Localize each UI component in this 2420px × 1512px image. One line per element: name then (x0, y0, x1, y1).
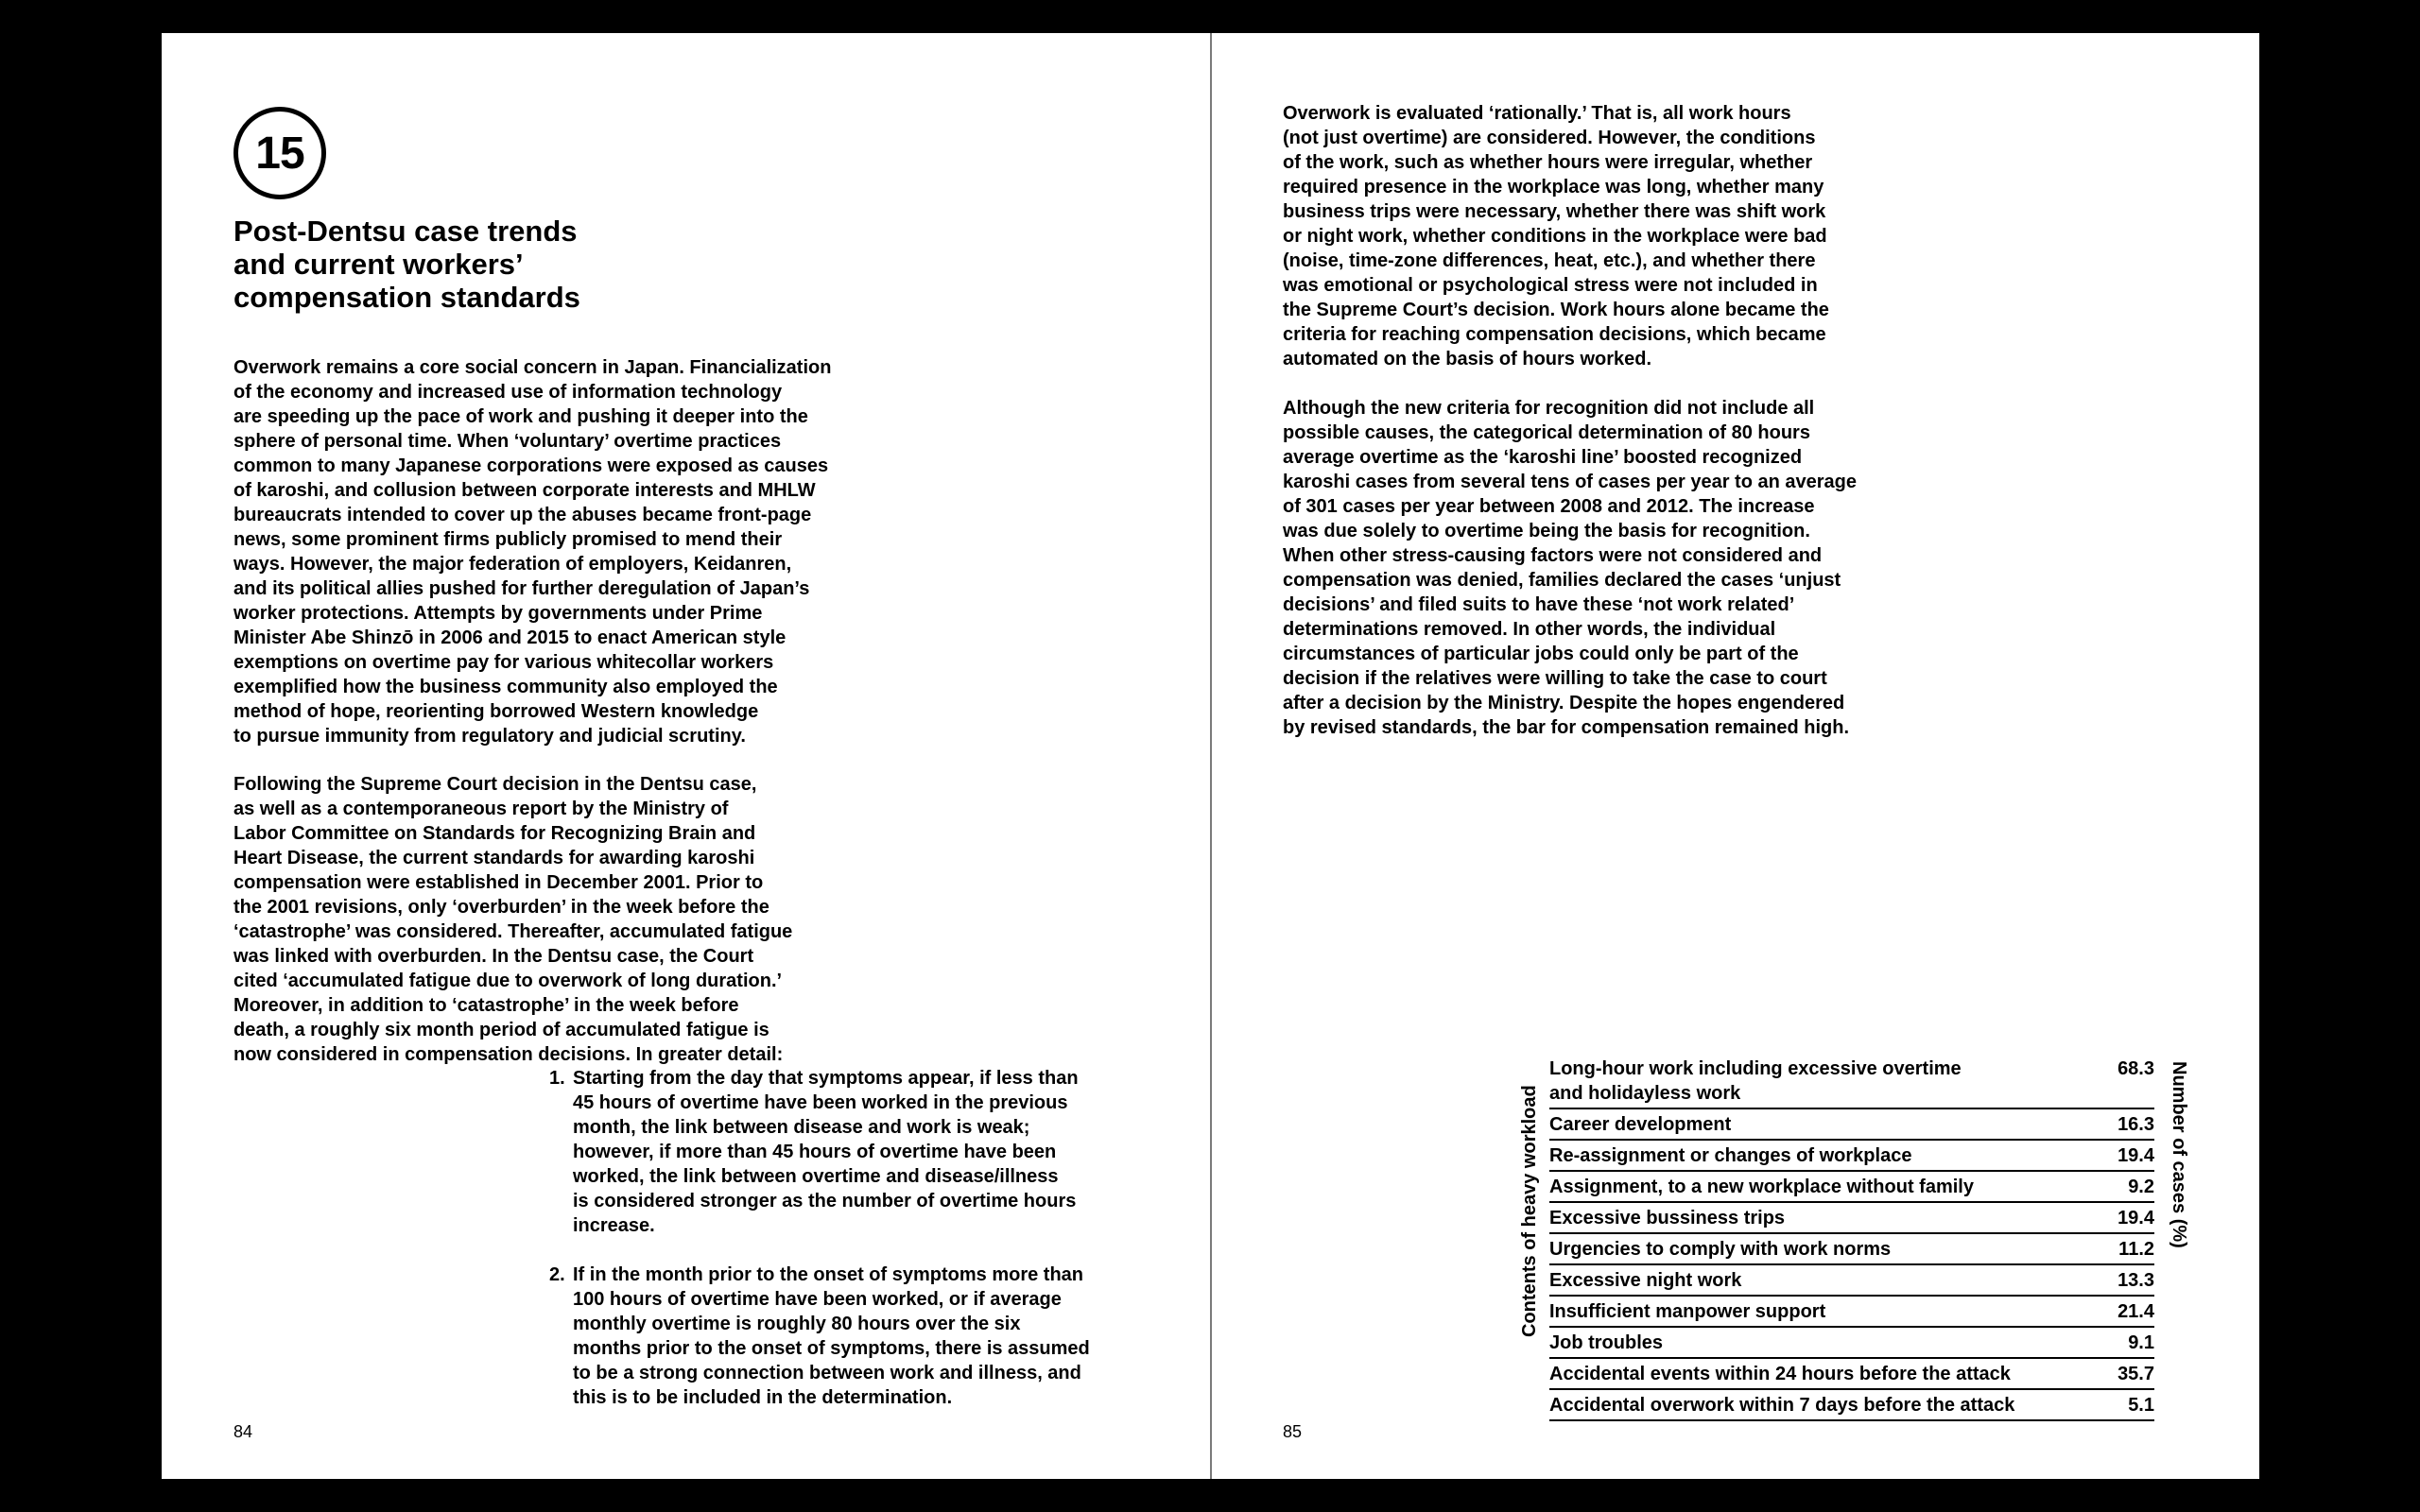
row-value: 35.7 (2118, 1364, 2154, 1384)
row-label: Career development (1549, 1114, 1732, 1135)
row-label: Excessive bussiness trips (1549, 1208, 1786, 1228)
row-value: 5.1 (2128, 1395, 2154, 1416)
row-label: Assignment, to a new workplace without family (1549, 1177, 1974, 1197)
list-item-number: 2. (549, 1264, 565, 1285)
row-label: Insufficient manpower support (1549, 1301, 1826, 1322)
table-row (1549, 1141, 2154, 1172)
table-row (1549, 1390, 2154, 1421)
chapter-number: 15 (255, 128, 304, 179)
row-value: 9.1 (2128, 1332, 2154, 1353)
book-spread (162, 33, 2259, 1479)
table-axis-label-right: Number of cases (%) (2169, 1061, 2189, 1248)
table-row (1549, 1359, 2154, 1390)
row-label: Job troubles (1549, 1332, 1664, 1353)
chapter-title: Post-Dentsu case trends and current workers’ compensation standards (233, 215, 580, 314)
row-label: Accidental overwork within 7 days before the attack (1549, 1395, 2015, 1416)
table-row (1549, 1328, 2154, 1359)
row-value: 9.2 (2128, 1177, 2154, 1197)
workload-table (1549, 1054, 2154, 1421)
table-row (1549, 1297, 2154, 1328)
row-value: 19.4 (2118, 1208, 2154, 1228)
list-item-2 (549, 1263, 1154, 1408)
row-label: Long-hour work including excessive overtime and holidayless work (1549, 1058, 1962, 1104)
left-paragraph-2: Following the Supreme Court decision in the Dentsu case, as well as a contemporaneous report by the Ministry of Labor Committee on Standards for Recognizing Brain and Heart Disease, the current standards for awarding karoshi compensation were established in December 2001. Prior to the 2001 revisions, only ‘overburden’ in the week before the ‘catastrophe’ was considered. Thereafter, accumulated fatigue was linked with overburden. In the Dentsu case, the Court cited ‘accumulated fatigue due to overwork of long duration.’ Moreover, in addition to ‘catastrophe’ in the week before death, a roughly six month period of accumulated fatigue is now considered in compensation decisions. In greater detail: (233, 774, 793, 1065)
row-value: 68.3 (2118, 1058, 2154, 1079)
table-axis-label-left: Contents of heavy workload (1519, 1085, 1540, 1337)
page-number-left: 84 (233, 1422, 253, 1441)
table-row (1549, 1054, 2154, 1109)
right-paragraph-2: Although the new criteria for recognition did not include all possible causes, the categorical determination of 80 hours average overtime as the ‘karoshi line’ boosted recognized karoshi cases from several tens of cases per year to an average of 301 cases per year between 2008 and 2012. The increase was due solely to overtime being the basis for recognition. When other stress-causing factors were not considered and compensation was denied, families declared the cases ‘unjust decisions’ and filed suits to have these ‘not work related’ determinations removed. In other words, the individual circumstances of particular jobs could only be part of the decision if the relatives were willing to take the case to court after a decision by the Ministry. Despite the hopes engendered by revised standards, the bar for compensation remained high. (1283, 398, 1858, 738)
row-label: Excessive night work (1549, 1270, 1742, 1291)
table-row (1549, 1203, 2154, 1234)
row-value: 19.4 (2118, 1145, 2154, 1166)
table-row (1549, 1109, 2154, 1141)
list-item-text: If in the month prior to the onset of symptoms more than 100 hours of overtime have been worked, or if average monthly overtime is roughly 80 hours over the six months prior to the onset of symptoms, there is assumed to be a strong connection between work and illness, and this is to be included in the determination. (573, 1264, 1090, 1408)
chapter-number-badge (233, 107, 326, 199)
table-row (1549, 1234, 2154, 1265)
row-value: 11.2 (2118, 1239, 2154, 1260)
row-label: Urgencies to comply with work norms (1549, 1239, 1892, 1260)
right-paragraph-1: Overwork is evaluated ‘rationally.’ That is, all work hours (not just overtime) are considered. However, the conditions of the work, such as whether hours were irregular, whether required presence in the workplace was long, whether many business trips were necessary, whether there was shift work or night work, whether conditions in the workplace were bad (noise, time-zone differences, heat, etc.), and whether there was emotional or psychological stress were not included in the Supreme Court’s decision. Work hours alone became the criteria for reaching compensation decisions, which became automated on the basis of hours worked. (1283, 103, 1829, 369)
row-value: 16.3 (2118, 1114, 2154, 1135)
list-item-1 (549, 1066, 1154, 1236)
table-row (1549, 1172, 2154, 1203)
page-gutter (1210, 33, 1212, 1479)
table-row (1549, 1265, 2154, 1297)
page-number-right: 85 (1283, 1422, 1303, 1441)
list-item-text: Starting from the day that symptoms appear, if less than 45 hours of overtime have been worked in the previous month, the link between disease and work is weak; however, if more than 45 hours of overtime have been worked, the link between overtime and disease/illness is considered stronger as the number of overtime hours increase. (573, 1068, 1079, 1236)
row-label: Accidental events within 24 hours before the attack (1549, 1364, 2011, 1384)
list-item-number: 1. (549, 1068, 565, 1089)
row-value: 21.4 (2118, 1301, 2154, 1322)
left-paragraph-1: Overwork remains a core social concern in Japan. Financialization of the economy and increased use of information technology are speeding up the pace of work and pushing it deeper into the sphere of personal time. When ‘voluntary’ overtime practices common to many Japanese corporations were exposed as causes of karoshi, and collusion between corporate interests and MHLW bureaucrats intended to cover up the abuses became front-page news, some prominent firms publicly promised to mend their ways. However, the major federation of employers, Keidanren, and its political allies pushed for further deregulation of Japan’s worker protections. Attempts by governments under Prime Minister Abe Shinzō in 2006 and 2015 to enact American style exemptions on overtime pay for various whitecollar workers exemplified how the business community also employed the method of hope, reorienting borrowed Western knowledge to pursue immunity from regulatory and judicial scrutiny. (233, 357, 832, 747)
row-label: Re-assignment or changes of workplace (1549, 1145, 1912, 1166)
row-value: 13.3 (2118, 1270, 2154, 1291)
